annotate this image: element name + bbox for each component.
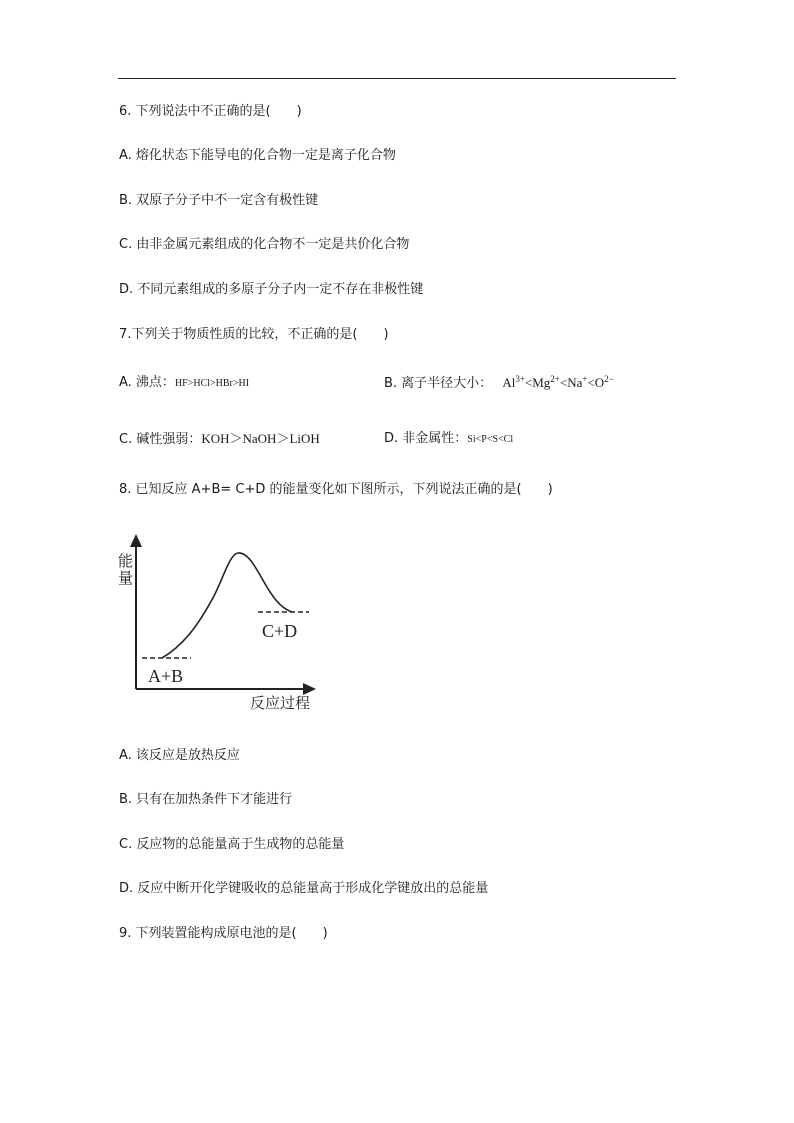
question-8-option-b: B. 只有在加热条件下才能进行: [119, 792, 293, 807]
question-7-option-b: [384, 375, 614, 392]
question-7-stem: 7.下列关于物质性质的比较，不正确的是( ): [119, 327, 389, 342]
reactants-label: A+B: [148, 666, 184, 686]
header-rule: [118, 78, 676, 79]
x-axis-label: 反应过程: [250, 696, 311, 712]
y-axis-label-1: 能: [118, 554, 134, 570]
boiling-point-order: HF>HCl>HBr>HI: [174, 378, 250, 389]
question-6-option-d: D. 不同元素组成的多原子分子内一定不存在非极性键: [119, 282, 424, 297]
question-8-option-a: A. 该反应是放热反应: [119, 748, 240, 763]
option-d-label: D. 非金属性：: [384, 431, 468, 446]
question-6-option-c: C. 由非金属元素组成的化合物不一定是共价化合物: [119, 237, 410, 252]
option-c-label: C. 碱性强弱：: [119, 432, 202, 447]
ion-radius-order: $Al^{3+}<Mg^{2+}<Na^+<O^{2-}$: [502, 374, 614, 390]
question-6-option-b: B. 双原子分子中不一定含有极性键: [119, 193, 319, 208]
question-7-option-d: [384, 431, 513, 448]
question-6-option-a: A. 熔化状态下能导电的化合物一定是离子化合物: [119, 148, 396, 163]
question-8-option-d: D. 反应中断开化学键吸收的总能量高于形成化学键放出的总能量: [119, 881, 489, 896]
y-axis-label-2: 量: [118, 571, 134, 587]
question-9-stem: 9. 下列装置能构成原电池的是( ): [119, 926, 328, 941]
question-8-stem: 8. 已知反应 A+B= C+D 的能量变化如下图所示，下列说法正确的是( ): [119, 482, 553, 497]
products-label: C+D: [262, 621, 298, 641]
question-7-option-c: [119, 431, 320, 448]
base-strength-order: KOH＞NaOH＞LiOH: [201, 431, 320, 446]
option-b-label: B. 离子半径大小：: [384, 376, 493, 391]
question-6-stem: 6. 下列说法中不正确的是( ): [119, 104, 302, 119]
option-a-label: A. 沸点：: [119, 375, 175, 390]
y-axis-arrow: [130, 534, 142, 547]
question-7-option-a: [119, 375, 249, 392]
question-8-option-c: C. 反应物的总能量高于生成物的总能量: [119, 837, 345, 852]
nonmetal-order: Si<P<S<Cl: [467, 434, 514, 445]
x-axis-arrow: [303, 683, 316, 695]
energy-diagram: [116, 520, 326, 715]
energy-curve: [162, 553, 292, 658]
